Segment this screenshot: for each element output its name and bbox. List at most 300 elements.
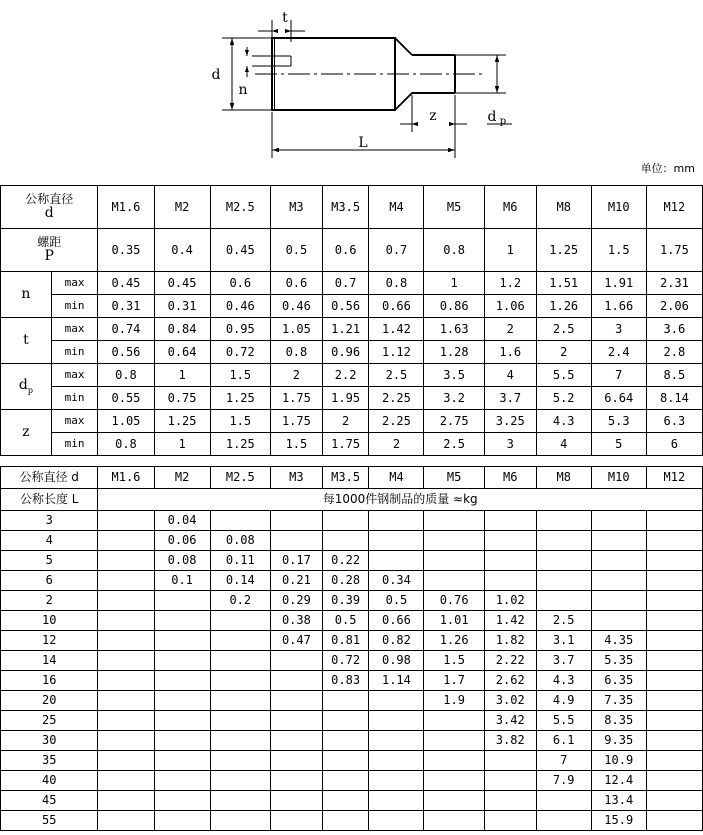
spec-size-header: M12 [646,186,702,229]
mass-value-cell: 0.81 [322,631,369,651]
mass-value-cell [322,751,369,771]
mass-value-cell [270,711,322,731]
spec-cell: 1.25 [154,410,210,433]
spec-cell: 1.05 [98,410,154,433]
spec-cell: 4.3 [536,410,591,433]
mass-table-row [1,671,703,691]
mass-size-header: M8 [536,467,591,489]
mass-header-row-diameter [1,467,703,489]
mass-value-cell [369,511,424,531]
dimension-label-t: t [282,10,288,26]
table-separator [0,456,703,466]
spec-size-header: M3.5 [322,186,369,229]
mass-value-cell [210,611,270,631]
mass-size-header: M6 [484,467,536,489]
mass-value-cell [154,651,210,671]
spec-cell: 1.5 [210,410,270,433]
mass-value-cell [424,751,484,771]
mass-value-cell [210,791,270,811]
mass-value-cell [646,611,702,631]
spec-cell: 1.66 [591,295,646,318]
mass-length-cell: 3 [1,511,98,531]
mass-value-cell: 0.04 [154,511,210,531]
mass-value-cell: 1.26 [424,631,484,651]
mass-value-cell [270,671,322,691]
mass-value-cell: 0.47 [270,631,322,651]
mass-value-cell: 1.14 [369,671,424,691]
mass-length-cell: 20 [1,691,98,711]
mass-value-cell [154,791,210,811]
spec-rowlabel-pitch [1,229,98,272]
mass-value-cell: 0.08 [210,531,270,551]
spec-cell: 0.8 [369,272,424,295]
mass-length-cell: 40 [1,771,98,791]
mass-value-cell: 0.22 [322,551,369,571]
spec-cell: 2.75 [424,410,484,433]
mass-value-cell [98,771,154,791]
spec-cell: 6.3 [646,410,702,433]
mass-value-cell [646,771,702,791]
spec-cell: 5.2 [536,387,591,410]
spec-cell: 1.28 [424,341,484,364]
spec-sublabel-max: max [51,410,98,433]
mass-value-cell [98,731,154,751]
dimension-label-n: n [238,82,248,98]
mass-value-cell [98,791,154,811]
mass-length-cell: 25 [1,711,98,731]
specification-table [0,185,703,456]
dimension-label-z: z [429,108,437,124]
mass-value-cell [591,531,646,551]
mass-caption: 每1000件钢制品的质量 ≈kg [98,489,703,511]
mass-value-cell: 0.39 [322,591,369,611]
mass-value-cell [210,811,270,831]
spec-cell: 3.7 [484,387,536,410]
mass-value-cell: 0.2 [210,591,270,611]
mass-value-cell [210,511,270,531]
spec-cell: 0.56 [322,295,369,318]
mass-value-cell [98,811,154,831]
mass-value-cell [536,511,591,531]
mass-value-cell [154,591,210,611]
mass-value-cell [210,691,270,711]
spec-cell: 0.45 [98,272,154,295]
mass-value-cell [270,651,322,671]
mass-value-cell [646,511,702,531]
dimension-label-dp-subscript: p [499,116,507,127]
spec-size-header: M5 [424,186,484,229]
mass-value-cell: 0.28 [322,571,369,591]
mass-value-cell: 3.7 [536,651,591,671]
spec-cell: 4 [536,433,591,456]
mass-table-row [1,611,703,631]
mass-value-cell [484,511,536,531]
mass-value-cell [154,631,210,651]
spec-header-diameter-text: 公称直径 [25,192,74,207]
mass-value-cell: 5.5 [536,711,591,731]
spec-cell: 5 [591,433,646,456]
mass-table-row [1,791,703,811]
mass-value-cell: 2.62 [484,671,536,691]
spec-row-t-max [1,318,703,341]
mass-table-row [1,651,703,671]
mass-value-cell: 12.4 [591,771,646,791]
mass-value-cell [369,691,424,711]
mass-value-cell [98,531,154,551]
spec-cell: 6.64 [591,387,646,410]
mass-size-header: M1.6 [98,467,154,489]
mass-value-cell: 1.82 [484,631,536,651]
mass-value-cell [646,631,702,651]
mass-table-row [1,511,703,531]
spec-row-dp-min [1,387,703,410]
spec-row-z-min [1,433,703,456]
spec-sublabel-max: max [51,318,98,341]
mass-value-cell: 2.5 [536,611,591,631]
spec-sublabel-max: max [51,364,98,387]
mass-value-cell: 0.82 [369,631,424,651]
mass-value-cell: 1.42 [484,611,536,631]
spec-cell: 5.5 [536,364,591,387]
mass-value-cell: 0.83 [322,671,369,691]
mass-value-cell: 7 [536,751,591,771]
mass-value-cell [322,691,369,711]
mass-value-cell [424,771,484,791]
mass-value-cell [424,531,484,551]
spec-row-z-max [1,410,703,433]
mass-value-cell [484,551,536,571]
spec-cell: 0.4 [154,229,210,272]
mass-value-cell [154,731,210,751]
mass-value-cell [322,511,369,531]
spec-cell: 0.74 [98,318,154,341]
mass-value-cell [210,771,270,791]
spec-cell: 1.26 [536,295,591,318]
spec-cell: 2.5 [369,364,424,387]
unit-note: 单位：mm [640,162,695,175]
spec-cell: 8.5 [646,364,702,387]
mass-length-cell: 6 [1,571,98,591]
dimension-label-dp: d [487,109,497,125]
spec-cell: 1.5 [210,364,270,387]
mass-value-cell [424,791,484,811]
mass-table [0,466,703,831]
spec-cell: 1.5 [591,229,646,272]
mass-value-cell: 1.9 [424,691,484,711]
mass-length-cell: 30 [1,731,98,751]
mass-value-cell [646,571,702,591]
spec-cell: 1 [484,229,536,272]
mass-value-cell [210,711,270,731]
mass-table-row [1,531,703,551]
mass-value-cell: 0.29 [270,591,322,611]
spec-cell: 0.56 [98,341,154,364]
spec-sublabel-min: min [51,433,98,456]
mass-value-cell: 4.9 [536,691,591,711]
dimension-label-L: L [358,135,368,151]
mass-value-cell [591,571,646,591]
mass-value-cell [98,691,154,711]
mass-length-cell: 55 [1,811,98,831]
set-screw-diagram [0,0,703,185]
mass-value-cell: 3.82 [484,731,536,751]
spec-cell: 6 [646,433,702,456]
mass-table-row [1,571,703,591]
mass-value-cell [646,811,702,831]
mass-value-cell [270,751,322,771]
mass-length-cell: 16 [1,671,98,691]
spec-cell: 2.31 [646,272,702,295]
mass-value-cell [369,551,424,571]
spec-size-header: M2 [154,186,210,229]
spec-cell: 0.5 [270,229,322,272]
mass-value-cell: 1.02 [484,591,536,611]
mass-value-cell [98,611,154,631]
mass-value-cell [98,571,154,591]
spec-row-dp-max [1,364,703,387]
spec-row-pitch [1,229,703,272]
mass-value-cell: 0.1 [154,571,210,591]
spec-rowlabel-pitch-text: 螺距 [37,235,62,250]
mass-size-header: M2.5 [210,467,270,489]
mass-value-cell: 0.34 [369,571,424,591]
mass-value-cell [210,631,270,651]
mass-table-row [1,811,703,831]
mass-value-cell: 4.35 [591,631,646,651]
spec-cell: 2.25 [369,387,424,410]
mass-value-cell [369,711,424,731]
mass-table-row [1,691,703,711]
mass-value-cell [270,731,322,751]
mass-length-cell: 2 [1,591,98,611]
spec-sublabel-max: max [51,272,98,295]
mass-length-cell: 14 [1,651,98,671]
mass-value-cell: 9.35 [591,731,646,751]
mass-value-cell [484,771,536,791]
spec-header-diameter [1,186,98,229]
mass-value-cell: 3.02 [484,691,536,711]
spec-header-row [1,186,703,229]
spec-cell: 1.25 [210,433,270,456]
mass-value-cell: 0.11 [210,551,270,571]
mass-value-cell [484,811,536,831]
mass-value-cell [322,531,369,551]
mass-value-cell [424,711,484,731]
spec-rowlabel-pitch-symbol: P [44,247,54,264]
spec-cell: 5.3 [591,410,646,433]
spec-cell: 1.21 [322,318,369,341]
mass-value-cell [369,811,424,831]
spec-cell: 1.25 [210,387,270,410]
mass-table-row [1,631,703,651]
mass-value-cell [646,591,702,611]
mass-length-cell: 45 [1,791,98,811]
dimension-label-d: d [211,67,221,83]
mass-value-cell: 0.66 [369,611,424,631]
mass-value-cell [322,771,369,791]
spec-cell: 2.5 [424,433,484,456]
spec-header-diameter-symbol: d [44,204,54,221]
spec-cell: 1.06 [484,295,536,318]
spec-cell: 3.25 [484,410,536,433]
mass-value-cell [369,751,424,771]
mass-table-row [1,751,703,771]
mass-value-cell [424,811,484,831]
mass-value-cell: 0.98 [369,651,424,671]
spec-cell: 0.35 [98,229,154,272]
mass-value-cell: 0.14 [210,571,270,591]
mass-value-cell [591,511,646,531]
spec-cell: 3.2 [424,387,484,410]
mass-length-cell: 35 [1,751,98,771]
spec-cell: 0.64 [154,341,210,364]
spec-size-header: M4 [369,186,424,229]
spec-cell: 7 [591,364,646,387]
spec-cell: 2.5 [536,318,591,341]
spec-row-n-min [1,295,703,318]
spec-cell: 2.4 [591,341,646,364]
mass-value-cell: 0.72 [322,651,369,671]
mass-table-row [1,551,703,571]
mass-value-cell [154,811,210,831]
technical-drawing [0,0,703,185]
mass-value-cell [424,511,484,531]
mass-value-cell: 2.22 [484,651,536,671]
mass-table-row [1,771,703,791]
mass-size-header: M3 [270,467,322,489]
spec-cell: 1.91 [591,272,646,295]
mass-value-cell [646,551,702,571]
spec-cell: 1.12 [369,341,424,364]
mass-value-cell [646,791,702,811]
mass-size-header: M10 [591,467,646,489]
mass-value-cell: 6.35 [591,671,646,691]
mass-value-cell: 0.5 [322,611,369,631]
mass-value-cell [210,651,270,671]
mass-value-cell [646,691,702,711]
mass-value-cell [98,551,154,571]
mass-value-cell: 7.35 [591,691,646,711]
mass-value-cell [646,651,702,671]
spec-cell: 1.51 [536,272,591,295]
mass-value-cell: 3.1 [536,631,591,651]
spec-rowlabel-z: z [1,410,52,456]
spec-cell: 0.55 [98,387,154,410]
mass-value-cell [591,551,646,571]
spec-cell: 4 [484,364,536,387]
spec-cell: 8.14 [646,387,702,410]
mass-value-cell: 15.9 [591,811,646,831]
mass-table-row [1,711,703,731]
spec-cell: 0.46 [270,295,322,318]
mass-value-cell: 8.35 [591,711,646,731]
mass-value-cell: 0.21 [270,571,322,591]
mass-value-cell [98,631,154,651]
mass-value-cell [270,531,322,551]
spec-cell: 0.96 [322,341,369,364]
mass-value-cell [154,671,210,691]
spec-cell: 0.84 [154,318,210,341]
mass-size-header: M2 [154,467,210,489]
mass-length-cell: 4 [1,531,98,551]
mass-header-row-length [1,489,703,511]
mass-value-cell: 0.17 [270,551,322,571]
spec-cell: 2.06 [646,295,702,318]
mass-value-cell [98,591,154,611]
mass-header-diameter: 公称直径 d [1,467,98,489]
spec-cell: 0.8 [424,229,484,272]
mass-value-cell: 0.06 [154,531,210,551]
spec-cell: 0.75 [154,387,210,410]
spec-cell: 0.46 [210,295,270,318]
mass-value-cell [154,711,210,731]
spec-cell: 0.8 [98,433,154,456]
spec-size-header: M10 [591,186,646,229]
mass-size-header: M3.5 [322,467,369,489]
spec-rowlabel-n: n [1,272,52,318]
spec-cell: 1 [424,272,484,295]
spec-size-header: M6 [484,186,536,229]
spec-cell: 1.75 [322,433,369,456]
spec-cell: 3 [484,433,536,456]
mass-value-cell [270,691,322,711]
spec-cell: 2 [270,364,322,387]
mass-value-cell: 0.08 [154,551,210,571]
mass-value-cell [484,531,536,551]
mass-value-cell: 1.01 [424,611,484,631]
mass-value-cell [98,711,154,731]
spec-cell: 1.6 [484,341,536,364]
mass-value-cell: 0.5 [369,591,424,611]
spec-cell: 1 [154,364,210,387]
mass-value-cell [591,611,646,631]
mass-value-cell: 0.38 [270,611,322,631]
spec-cell: 0.66 [369,295,424,318]
spec-cell: 0.72 [210,341,270,364]
mass-value-cell: 4.3 [536,671,591,691]
mass-value-cell [484,571,536,591]
spec-cell: 1.95 [322,387,369,410]
mass-value-cell [154,751,210,771]
spec-cell: 1.75 [270,387,322,410]
mass-value-cell [98,651,154,671]
spec-size-header: M2.5 [210,186,270,229]
spec-row-t-min [1,341,703,364]
spec-sublabel-min: min [51,387,98,410]
spec-size-header: M3 [270,186,322,229]
spec-cell: 1.25 [536,229,591,272]
spec-cell: 2.2 [322,364,369,387]
mass-value-cell [536,551,591,571]
mass-size-header: M4 [369,467,424,489]
spec-cell: 3.5 [424,364,484,387]
spec-cell: 3.6 [646,318,702,341]
mass-value-cell: 1.7 [424,671,484,691]
mass-length-cell: 10 [1,611,98,631]
mass-value-cell [98,671,154,691]
spec-size-header: M8 [536,186,591,229]
mass-value-cell [322,711,369,731]
mass-value-cell [536,791,591,811]
mass-value-cell [536,591,591,611]
spec-cell: 1.75 [270,410,322,433]
spec-cell: 0.7 [369,229,424,272]
spec-cell: 0.31 [98,295,154,318]
spec-sublabel-min: min [51,295,98,318]
mass-value-cell [322,791,369,811]
mass-size-header: M12 [646,467,702,489]
spec-cell: 2.25 [369,410,424,433]
